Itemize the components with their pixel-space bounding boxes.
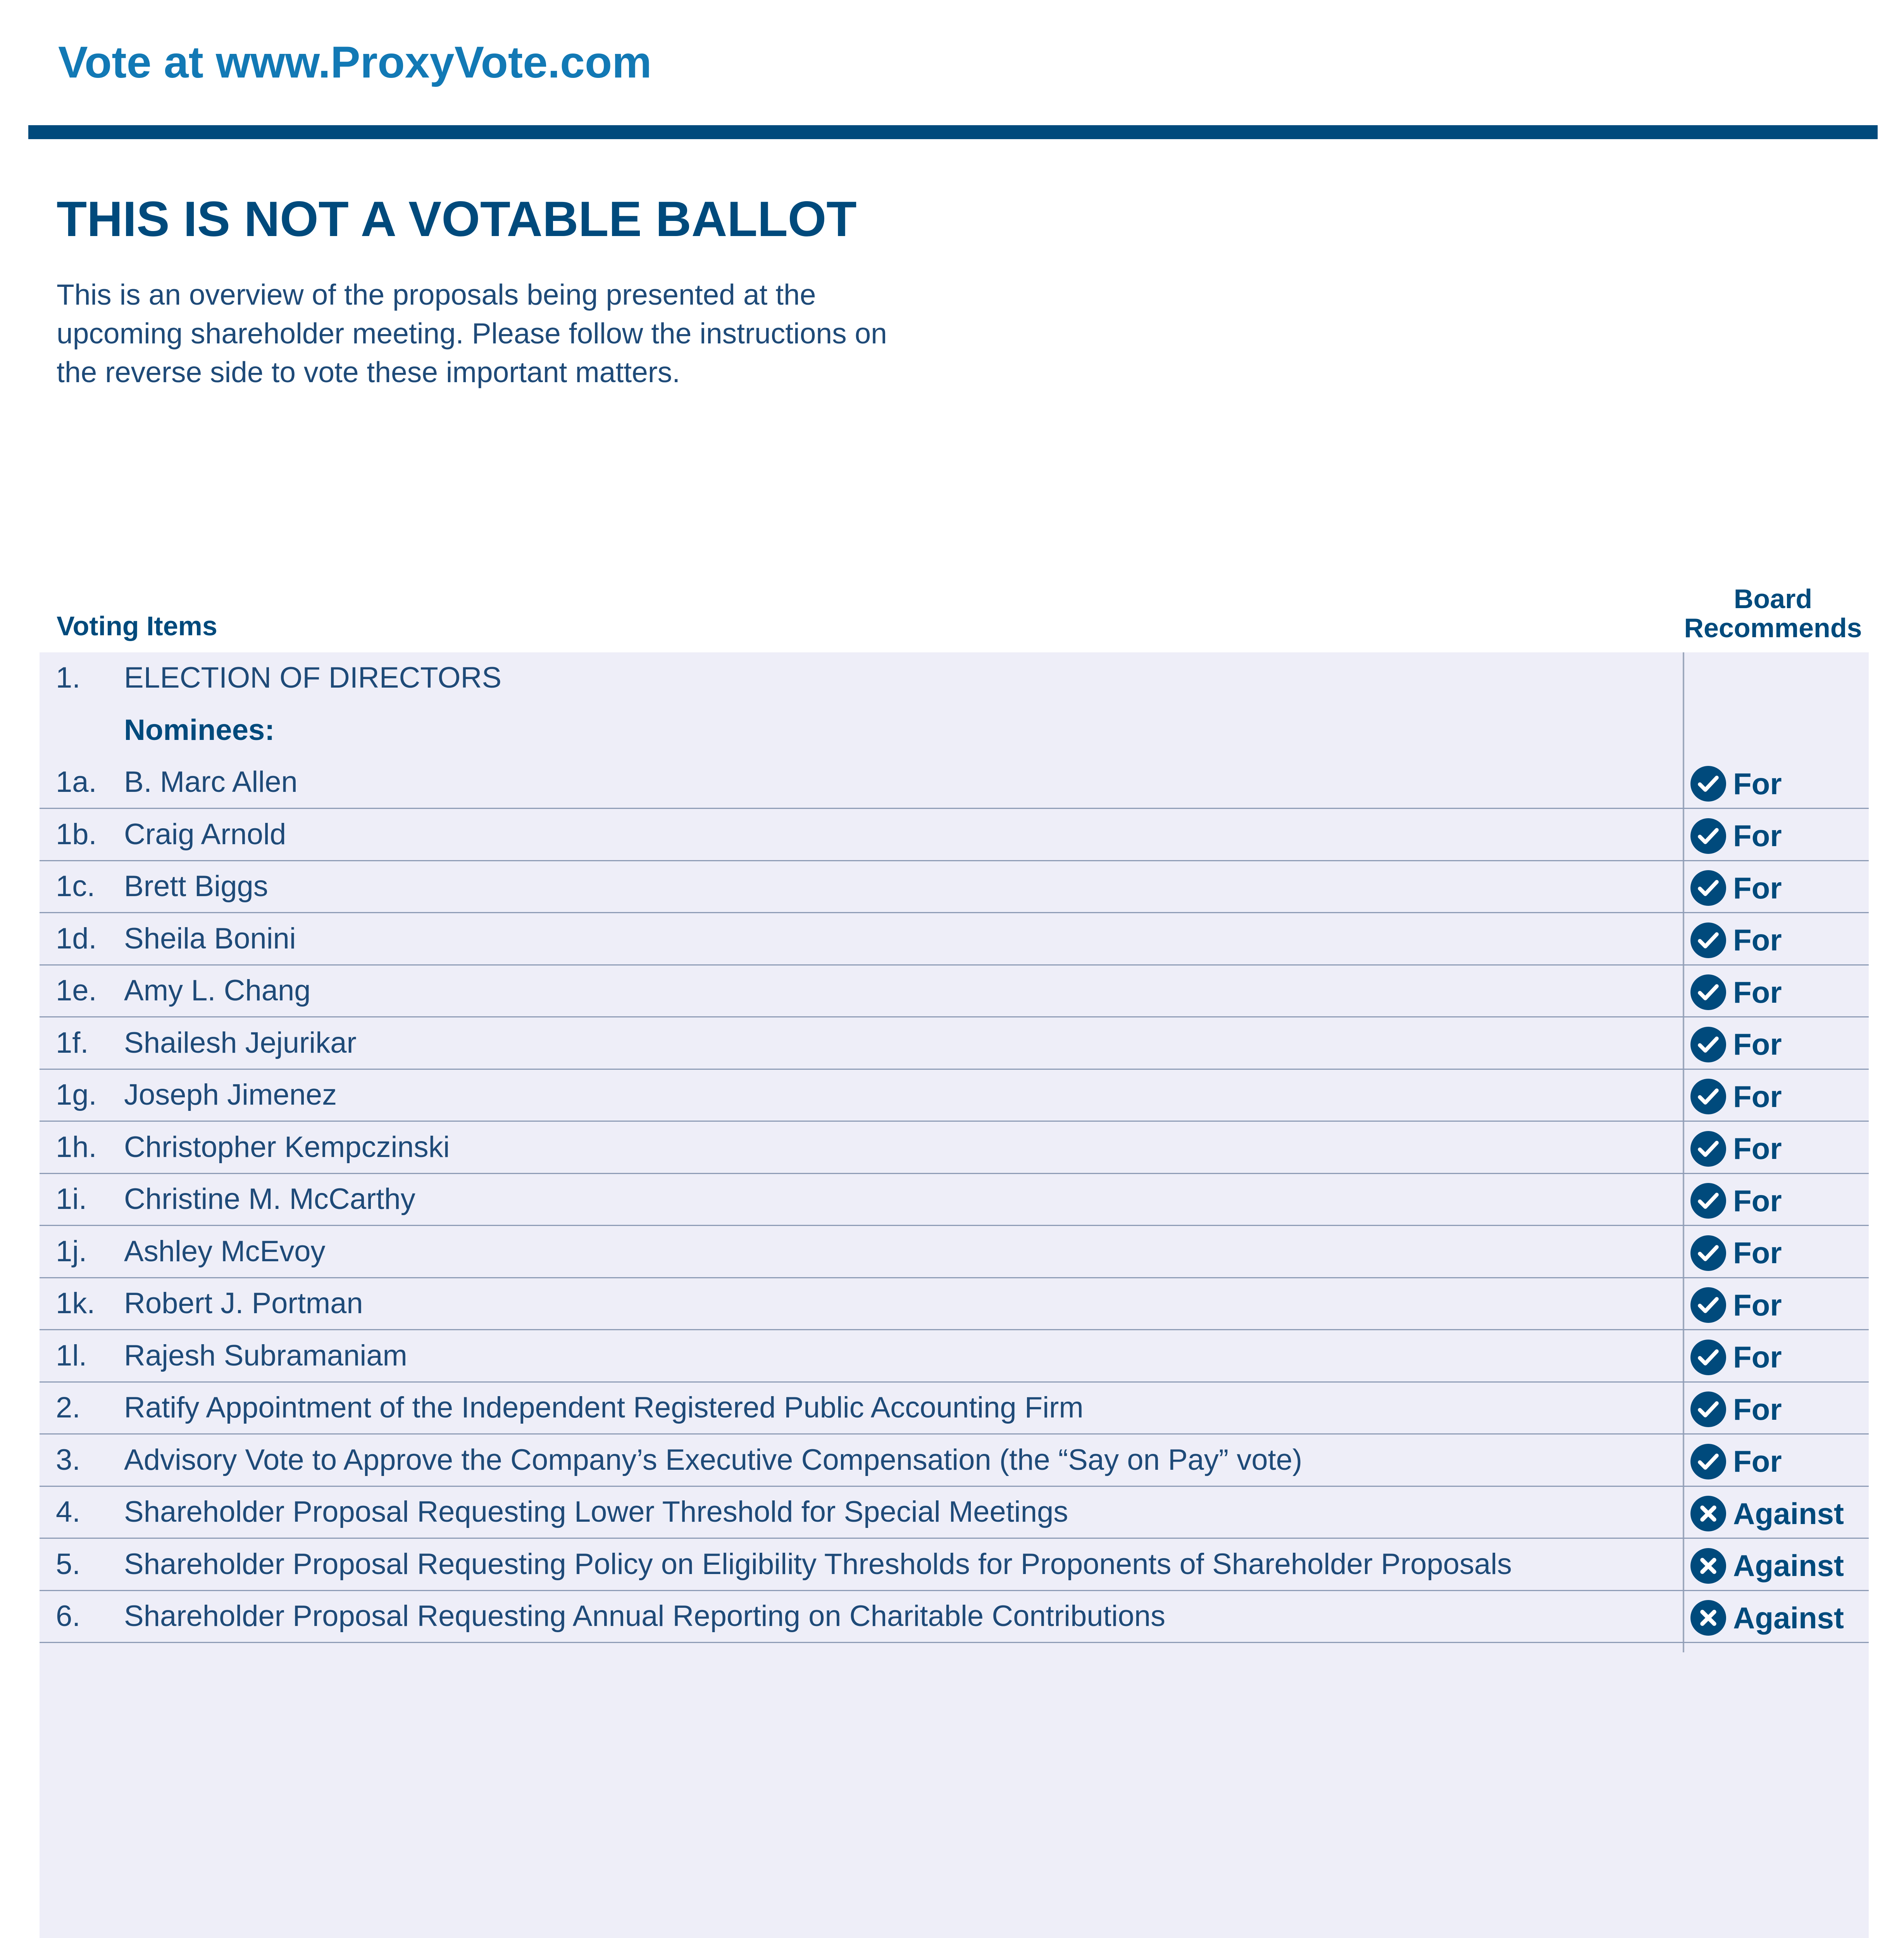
item-text: Craig Arnold [124,817,286,851]
board-recommendation [1690,1181,1782,1220]
x-circle-icon [1690,1600,1733,1636]
item-text: Shareholder Proposal Requesting Annual Reporting on Charitable Contributions [124,1600,1166,1633]
voting-item-row [40,965,1869,1017]
voting-item-row [40,1591,1869,1643]
check-circle-icon [1690,922,1733,958]
recommendation-label: Against [1733,1496,1844,1531]
item-number: 1c. [56,870,95,903]
voting-item-row [40,861,1869,913]
item-number: 1i. [56,1183,87,1216]
recommendation-label: For [1733,975,1782,1009]
check-circle-icon [1690,1079,1733,1114]
voting-item-row [40,1435,1869,1487]
voting-item-row [40,1069,1869,1122]
voting-item-row [40,652,1869,705]
voting-item-row [40,1539,1869,1591]
check-circle-icon [1690,1444,1733,1479]
item-text: Ratify Appointment of the Independent Registered Public Accounting Firm [124,1391,1084,1424]
recommendation-label: For [1733,871,1782,905]
item-number: 1. [56,661,81,694]
board-header-line: Board [1733,584,1813,614]
board-recommendation [1690,1025,1782,1064]
intro-line: the reverse side to vote these important matters. [57,356,681,388]
voting-item-row [40,1330,1869,1383]
recommendation-label: For [1733,1079,1782,1114]
board-recommendation [1690,869,1782,907]
board-recommendation [1690,1129,1782,1168]
recommendation-label: For [1733,766,1782,801]
board-recommendation [1690,921,1782,960]
item-number: 1k. [56,1287,95,1320]
recommendation-label: For [1733,1392,1782,1426]
header-divider [28,125,1878,139]
board-recommendation [1690,1077,1782,1116]
vote-url-heading: Vote at www.ProxyVote.com [58,38,652,87]
check-circle-icon [1690,1183,1733,1219]
board-recommendation [1690,1547,1844,1585]
recommendation-label: For [1733,1340,1782,1374]
recommendation-label: For [1733,1444,1782,1478]
item-number: 1b. [56,817,97,851]
item-text: Advisory Vote to Approve the Company’s Executive Compensation (the “Say on Pay” vote) [124,1443,1303,1476]
recommendation-label: For [1733,1183,1782,1218]
voting-item-row [40,913,1869,966]
item-number: 1j. [56,1235,87,1268]
recommendation-label: Against [1733,1548,1844,1583]
item-number: 4. [56,1495,81,1528]
check-circle-icon [1690,1027,1733,1062]
recommendation-label: For [1733,819,1782,853]
board-recommendation [1690,973,1782,1012]
recommendation-label: For [1733,1131,1782,1166]
check-circle-icon [1690,1131,1733,1167]
board-recommends-header [1682,585,1864,643]
check-circle-icon [1690,1340,1733,1375]
item-number: 3. [56,1443,81,1476]
check-circle-icon [1690,1287,1733,1323]
item-text: Rajesh Subramaniam [124,1339,407,1372]
check-circle-icon [1690,1235,1733,1271]
intro-paragraph [57,275,987,391]
item-text: Sheila Bonini [124,922,296,955]
item-number: 5. [56,1547,81,1581]
board-recommendation [1690,1234,1782,1272]
recommendation-label: For [1733,1288,1782,1322]
item-text: Amy L. Chang [124,974,311,1007]
recommendation-label: Against [1733,1600,1844,1635]
board-recommendation [1690,1286,1782,1324]
voting-item-row [40,1226,1869,1278]
item-text: Christine M. McCarthy [124,1183,415,1216]
page-title: THIS IS NOT A VOTABLE BALLOT [57,191,857,247]
item-text: Shareholder Proposal Requesting Lower Threshold for Special Meetings [124,1495,1068,1528]
item-number: 1d. [56,922,97,955]
x-circle-icon [1690,1496,1733,1531]
recommendation-label: For [1733,1027,1782,1061]
item-number: 1f. [56,1026,89,1059]
item-number: 2. [56,1391,81,1424]
item-text: Joseph Jimenez [124,1078,337,1111]
item-number: 1l. [56,1339,87,1372]
voting-item-row [40,1174,1869,1226]
board-recommendation [1690,1338,1782,1377]
board-recommendation [1690,1442,1782,1481]
voting-item-row [40,1382,1869,1435]
board-recommendation [1690,764,1782,803]
recommendation-label: For [1733,923,1782,957]
voting-item-row [40,1122,1869,1174]
item-number: 6. [56,1600,81,1633]
x-circle-icon [1690,1548,1733,1584]
voting-item-row [40,757,1869,809]
board-header-line: Recommends [1684,613,1862,643]
voting-item-row [40,705,1869,757]
check-circle-icon [1690,766,1733,802]
voting-items-header: Voting Items [57,611,217,641]
board-recommendation [1690,1598,1844,1637]
check-circle-icon [1690,974,1733,1010]
check-circle-icon [1690,1391,1733,1427]
board-recommendation [1690,1494,1844,1533]
recommendation-label: For [1733,1236,1782,1270]
item-text: Brett Biggs [124,870,268,903]
intro-line: This is an overview of the proposals being presented at the [57,278,816,311]
check-circle-icon [1690,818,1733,854]
voting-item-row [40,809,1869,861]
item-text: B. Marc Allen [124,766,298,798]
voting-item-row [40,1486,1869,1539]
board-recommendation [1690,1390,1782,1429]
item-text: ELECTION OF DIRECTORS [124,661,502,694]
item-text: Ashley McEvoy [124,1235,326,1268]
item-number: 1g. [56,1078,97,1111]
intro-line: upcoming shareholder meeting. Please follow the instructions on [57,317,887,350]
item-text: Christopher Kempczinski [124,1130,450,1164]
check-circle-icon [1690,870,1733,906]
item-number: 1a. [56,766,97,798]
item-text: Shailesh Jejurikar [124,1026,357,1059]
item-number: 1e. [56,974,97,1007]
item-text: Shareholder Proposal Requesting Policy on Eligibility Thresholds for Proponents of Shareholder Proposals [124,1547,1512,1581]
board-recommendation [1690,817,1782,855]
item-text: Robert J. Portman [124,1287,363,1320]
voting-item-row [40,1278,1869,1330]
item-text: Nominees: [124,713,275,747]
voting-item-row [40,1017,1869,1070]
item-number: 1h. [56,1130,97,1164]
